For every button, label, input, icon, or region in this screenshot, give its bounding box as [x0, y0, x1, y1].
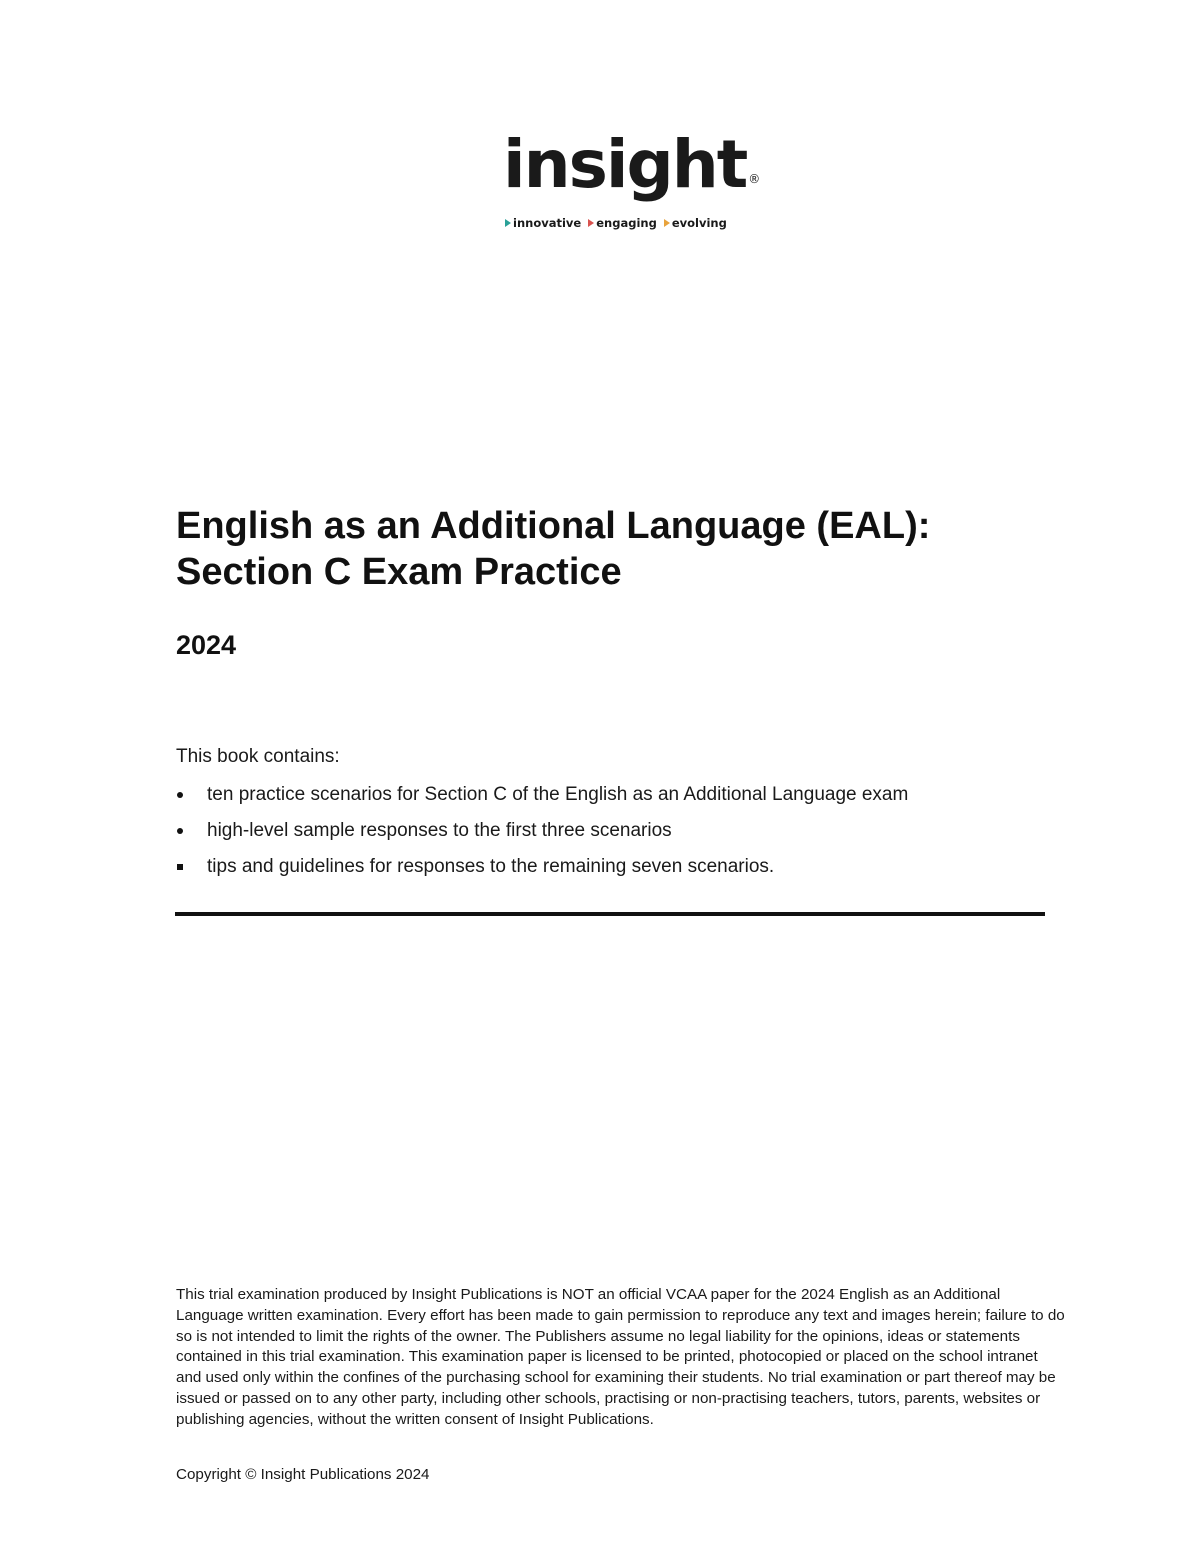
registered-mark-icon: ®: [748, 172, 761, 186]
bullet-icon: [177, 792, 183, 798]
tagline-word: evolving: [671, 216, 727, 230]
title-line-2: Section C Exam Practice: [176, 551, 622, 593]
insight-logo: [503, 126, 761, 230]
document-year: 2024: [176, 630, 237, 660]
tagline-arrow-icon: [588, 219, 594, 227]
bullet-icon: [177, 828, 183, 834]
tagline-word: innovative: [513, 216, 582, 230]
disclaimer-text: This trial examination produced by Insight Publications is NOT an official VCAA paper for the 2024 English as an Additional Language written examination. Every effort has been made to gain permission to reproduce any text and images herein; failure to do so is not intended to limit the rights of the owner. The Publishers assume no legal liability for the opinions, ideas or statements contained in this trial examination. This examination paper is licensed to be printed, photocopied or placed on the school intranet and used only within the confines of the purchasing school for examining their students. No trial examination or part thereof may be issued or passed on to any other party, including other schools, practising or non-practising teachers, tutors, parents, websites or publishing agencies, without the written consent of Insight Publications.: [176, 1286, 1065, 1428]
logo-wordmark: [503, 126, 761, 212]
tagline-arrow-icon: [664, 219, 670, 227]
tagline-word: engaging: [596, 216, 657, 230]
list-item-text: ten practice scenarios for Section C of the English as an Additional Language exam: [207, 784, 909, 805]
logo-tagline: [503, 216, 743, 230]
list-item-text: high-level sample responses to the first three scenarios: [207, 820, 672, 841]
logo-wordmark-text: insight: [503, 126, 747, 203]
section-divider: [175, 912, 1045, 916]
list-item: [176, 782, 908, 818]
contents-intro: This book contains:: [176, 746, 340, 767]
title-line-1: English as an Additional Language (EAL):: [176, 505, 931, 547]
copyright-notice: Copyright © Insight Publications 2024: [176, 1466, 430, 1483]
bullet-icon: [177, 864, 183, 870]
tagline-arrow-icon: [505, 219, 511, 227]
list-item: [176, 818, 908, 854]
document-title: [176, 503, 1076, 595]
list-item-text: tips and guidelines for responses to the remaining seven scenarios.: [207, 856, 775, 877]
contents-list: [176, 782, 908, 890]
list-item: [176, 854, 908, 890]
